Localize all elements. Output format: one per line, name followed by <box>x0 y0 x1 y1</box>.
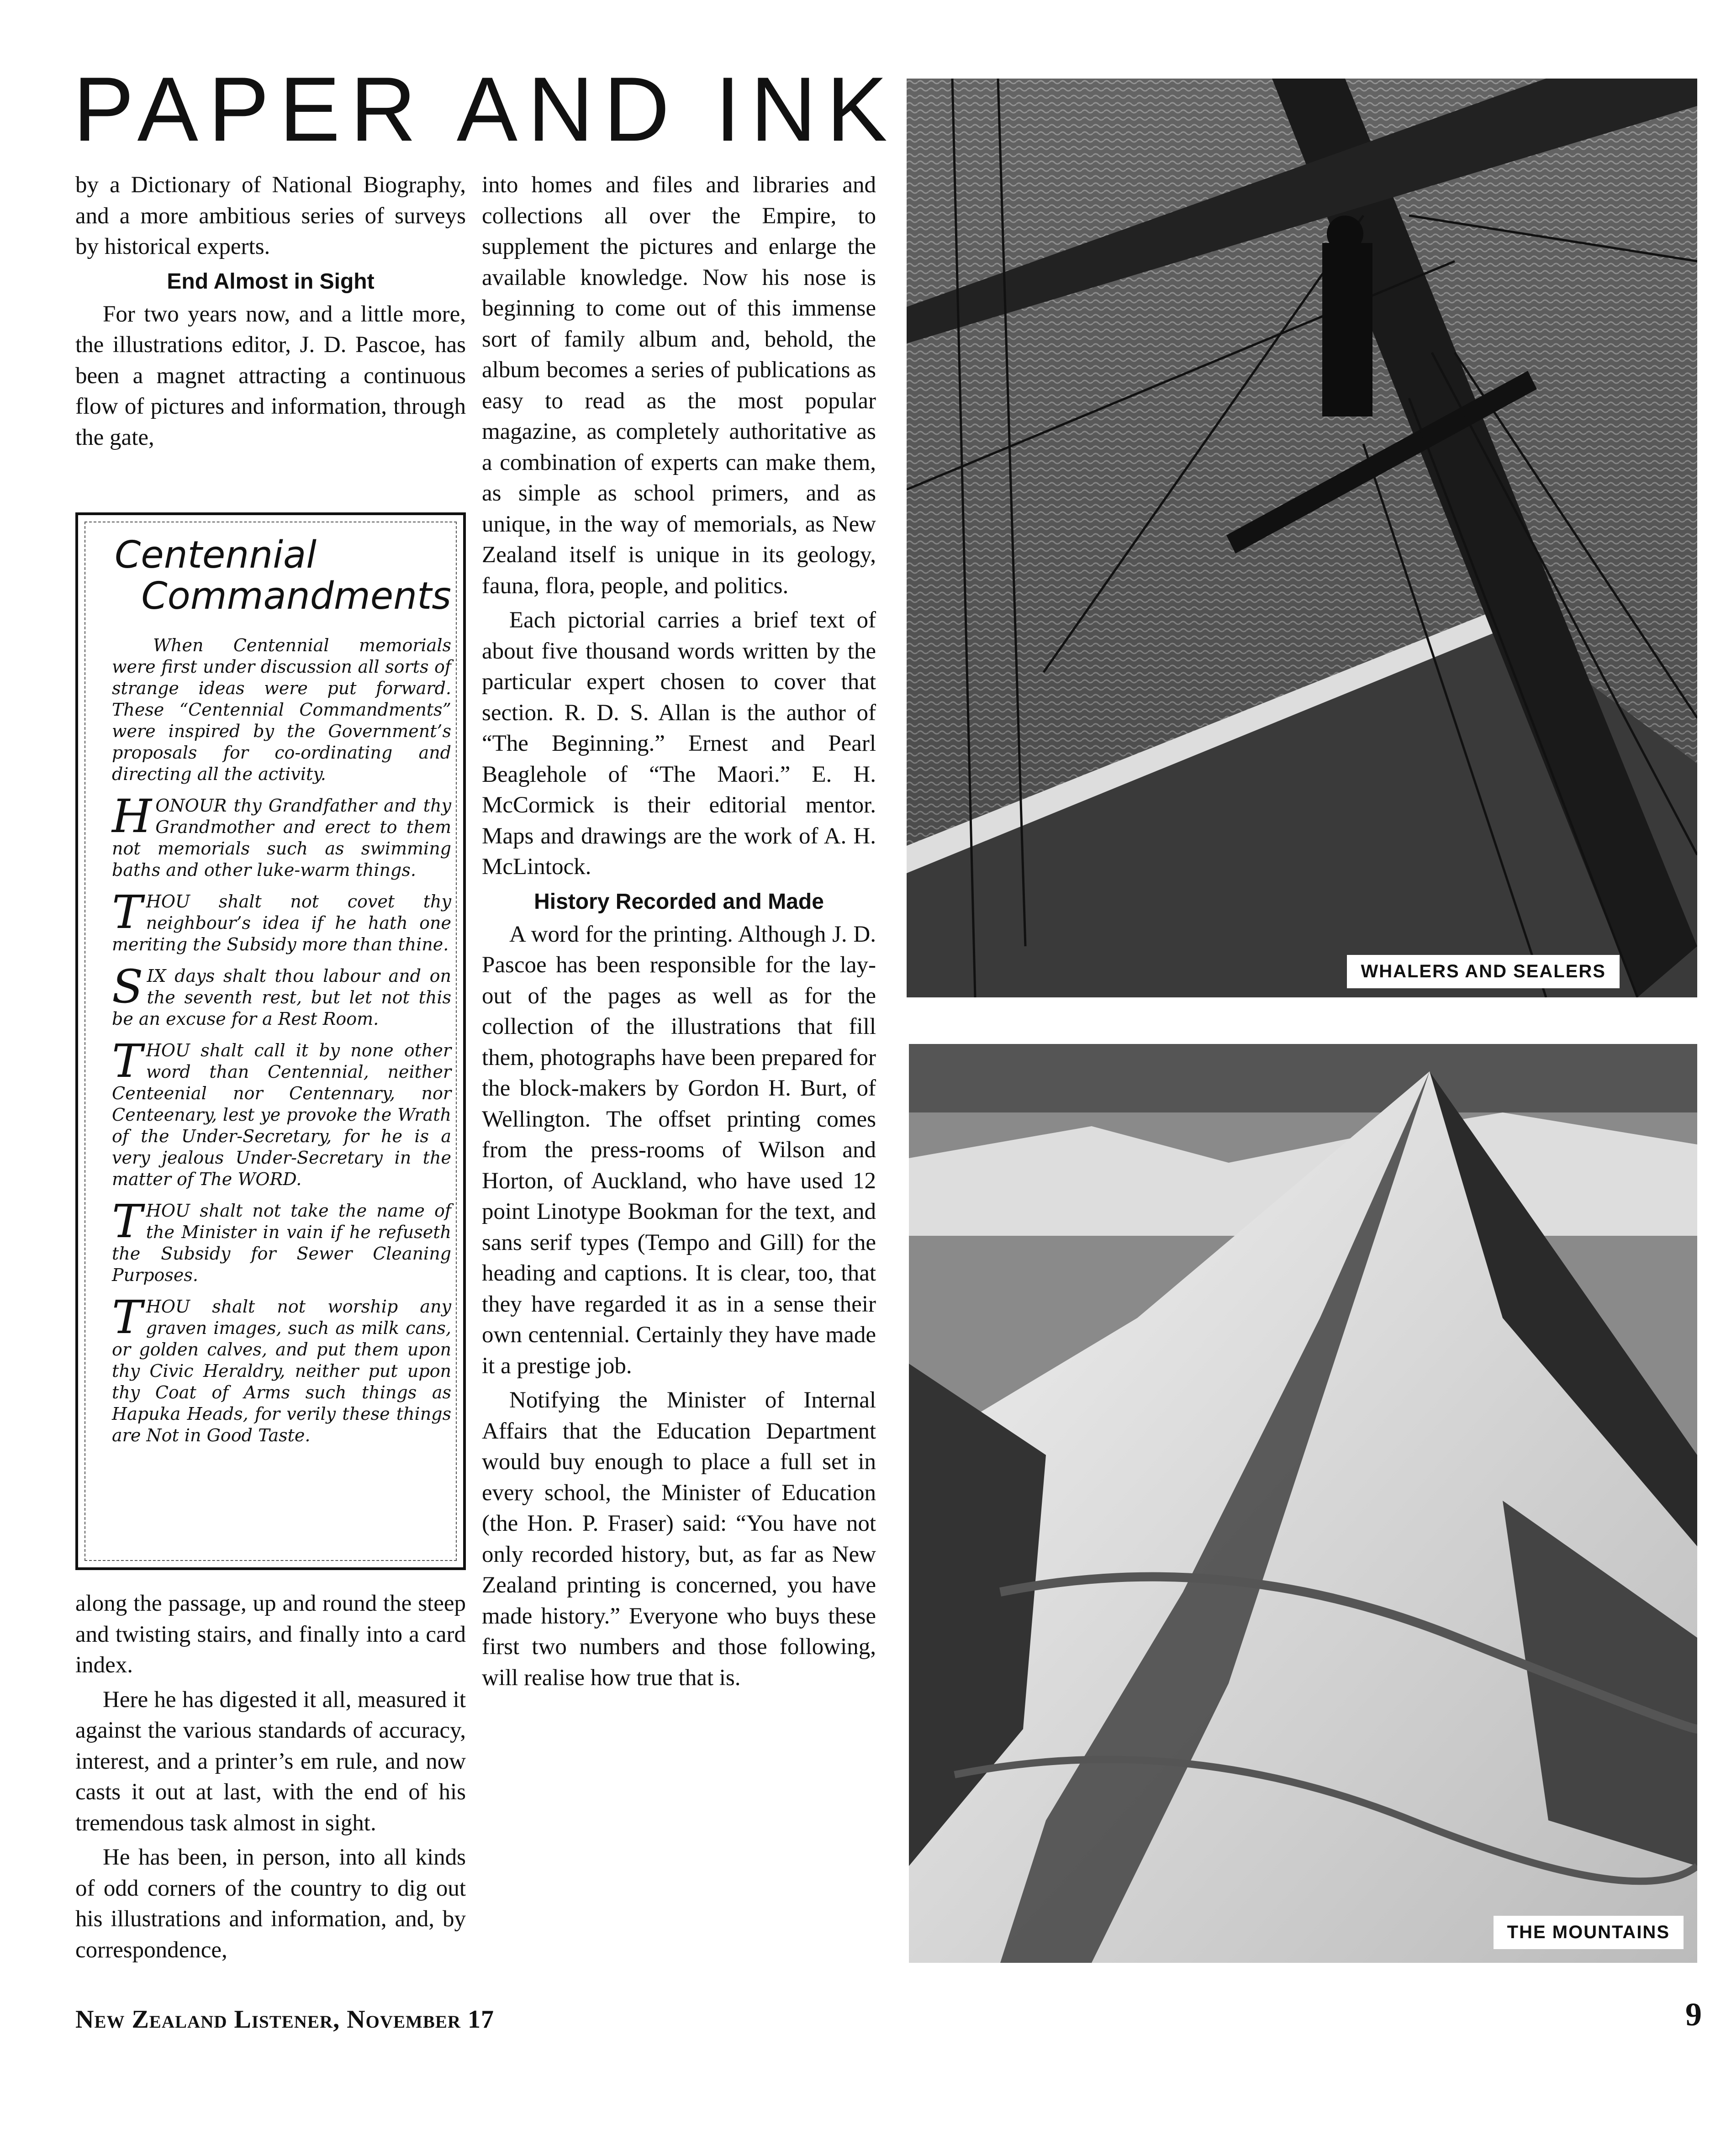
photo-whalers-and-sealers <box>907 79 1697 997</box>
drop-cap: S <box>112 960 143 1013</box>
commandment-text: HOU shalt call it by none other word than Centennial, neither Centeenial nor Centennary, nor Centeenary, lest ye provoke the Wrath of the Under-Secretary, for he is a very jealous Under-Secretary in the matter of The WORD. <box>112 1040 451 1189</box>
sidebar-intro: When Centennial memorials were first under discussion all sorts of strange ideas were put forward. These “Centennial Commandments” were inspired by the Government’s proposals for co-ordinating and directing all the activity. <box>112 635 451 784</box>
commandment <box>112 1195 451 1286</box>
paragraph: into homes and files and libraries and collections all over the Empire, to supplement the pictures and enlarge the available knowledge. Now his nose is beginning to come out of this immense sort of family album and, behold, the album becomes a series of publications as easy to read as the most popular magazine, as completely authoritative as a combination of experts can make them, as simple as school primers, and as unique, in the way of memorials, as New Zealand itself is unique in its geology, fauna, flora, people, and politics. <box>482 172 876 599</box>
commandment-text: HOU shalt not covet thy neighbour’s idea if he hath one meriting the Subsidy more than thine. <box>112 891 451 954</box>
drop-cap: T <box>112 1291 143 1344</box>
paragraph: by a Dictionary of National Biography, and a more ambitious series of surveys by historical experts. <box>75 172 466 259</box>
paragraph: Here he has digested it all, measured it against the various standards of accuracy, interest, and a printer’s em rule, and now casts it out at last, with the end of his tremendous task almost in sight. <box>75 1687 466 1836</box>
column-2 <box>482 170 876 1693</box>
commandment <box>112 886 451 955</box>
paragraph: along the passage, up and round the steep and twisting stairs, and finally into a card index. <box>75 1591 466 1678</box>
page-title: PAPER AND INK <box>73 58 897 160</box>
sidebar-text <box>112 635 451 1456</box>
drop-cap: T <box>112 1195 143 1248</box>
commandment <box>112 1291 451 1446</box>
paragraph: A word for the printing. Although J. D. Pascoe has been responsible for the lay-out of the pages as well as for the collection of the illustrations that fill them, photographs have been prepared for the block-makers by Gordon H. Burt, of Wellington. The offset printing comes from the press-rooms of Wilson and Horton, of Auckland, who have used 12 point Linotype Bookman for the text, and sans serif types (Tempo and Gill) for the heading and captions. It is clear, too, that they have regarded it as in a sense their own centennial. Certainly they have made it a prestige job. <box>482 921 876 1379</box>
commandment <box>112 960 451 1030</box>
commandment <box>112 790 451 881</box>
commandment-text: HOU shalt not take the name of the Minister in vain if he refuseth the Subsidy for Sewer Cleaning Purposes. <box>112 1201 451 1285</box>
paragraph: Notifying the Minister of Internal Affairs that the Education Department would buy enough to place a full set in every school, the Minister of Education (the Hon. P. Fraser) said: “You have not only recorded history, but, as far as New Zealand printing is concerned, you have made history.” Everyone who buys these first two numbers and those following, will realise how true that is. <box>482 1387 876 1691</box>
column-1-top <box>75 170 466 453</box>
subheading-end-in-sight: End Almost in Sight <box>167 269 375 294</box>
drop-cap: T <box>112 886 143 939</box>
footer-publication: New Zealand Listener, November 17 <box>75 2005 495 2034</box>
paragraph: For two years now, and a little more, the illustrations editor, J. D. Pascoe, has been a magnet attracting a continuous flow of pictures and information, through the gate, <box>75 301 466 450</box>
drop-cap: H <box>112 790 152 843</box>
commandment-text: HOU shalt not worship any graven images, such as milk cans, or golden calves, and put them upon thy Civic Heraldry, neither put upon thy Coat of Arms such things as Hapuka Heads, for verily these things are Not in Good Taste. <box>112 1297 451 1445</box>
photo-caption: THE MOUNTAINS <box>1494 1916 1684 1949</box>
photo-the-mountains <box>909 1044 1697 1963</box>
mountain-image <box>909 1044 1697 1963</box>
page-number: 9 <box>1685 1996 1702 2033</box>
commandment <box>112 1034 451 1190</box>
ship-mast-image <box>907 79 1697 997</box>
paragraph: He has been, in person, into all kinds of odd corners of the country to dig out his illustrations and information, and, by correspondence, <box>75 1845 466 1963</box>
sidebar-title-line1: Centennial <box>115 533 317 577</box>
drop-cap: T <box>112 1034 143 1088</box>
column-1-bottom <box>75 1588 466 1966</box>
sidebar-title-line2: Commandments <box>141 575 451 618</box>
commandment-text: ONOUR thy Grandfather and thy Grandmother and erect to them not memorials such as swimming baths and other luke-warm things. <box>112 796 451 880</box>
subheading-history-recorded: History Recorded and Made <box>534 889 824 914</box>
sidebar-centennial-commandments <box>75 512 466 1570</box>
photo-caption: WHALERS AND SEALERS <box>1347 955 1620 988</box>
commandment-text: IX days shalt thou labour and on the seventh rest, but let not this be an excuse for a Rest Room. <box>112 966 451 1029</box>
paragraph: Each pictorial carries a brief text of about five thousand words written by the particular expert chosen to cover that section. R. D. S. Allan is the author of “The Beginning.” Ernest and Pearl Beaglehole of “The Maori.” E. H. McCormick is their editorial mentor. Maps and drawings are the work of A. H. McLintock. <box>482 607 876 880</box>
